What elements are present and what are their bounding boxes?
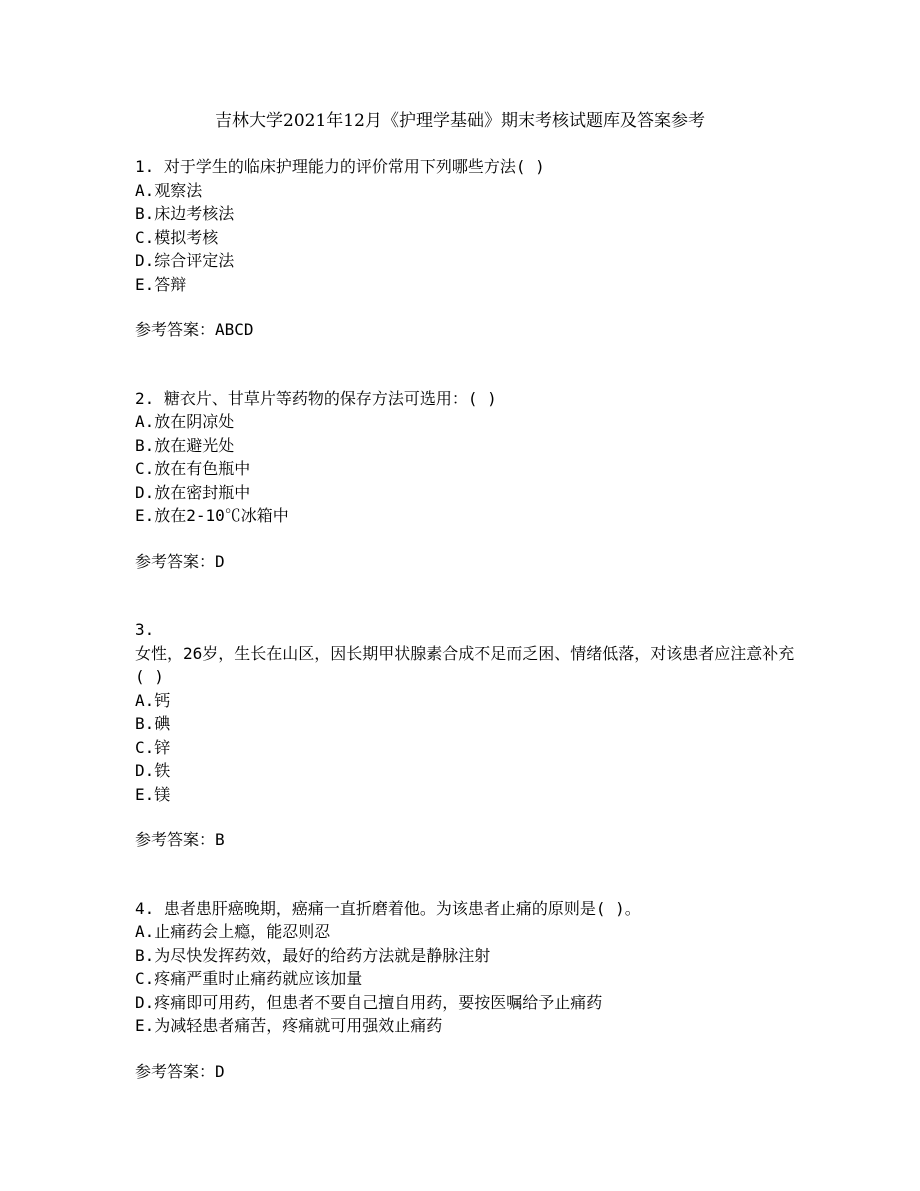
spacer <box>135 852 795 897</box>
option-a: A.观察法 <box>135 180 203 200</box>
option-e: E.答辩 <box>135 274 187 294</box>
option-d: D.综合评定法 <box>135 251 235 270</box>
option-b: B.床边考核法 <box>135 204 235 223</box>
spacer <box>135 573 795 618</box>
option-e: E.放在2-10℃冰箱中 <box>135 506 289 525</box>
document-title: 吉林大学2021年12月《护理学基础》期末考核试题库及答案参考 <box>215 111 705 131</box>
question-stem: 女性，26岁，生长在山区，因长期甲状腺素合成不足而乏困、情绪低落，对该患者应注意补充( ) <box>135 643 795 686</box>
question-1 <box>135 155 795 342</box>
option-b: B.放在避光处 <box>135 435 235 455</box>
option-a: A.钙 <box>135 690 171 710</box>
option-c: C.疼痛严重时止痛药就应该加量 <box>135 969 363 988</box>
option-d: D.疼痛即可用药，但患者不要自己擅自用药，要按医嘱给予止痛药 <box>135 992 603 1012</box>
option-c: C.放在有色瓶中 <box>135 459 251 478</box>
question-4 <box>135 897 795 1084</box>
question-2 <box>135 387 795 574</box>
option-e: E.为减轻患者痛苦，疼痛就可用强效止痛药 <box>135 1016 443 1035</box>
option-c: C.模拟考核 <box>135 227 219 247</box>
answer-reference: 参考答案：D <box>135 551 225 571</box>
option-a: A.止痛药会上瘾，能忍则忍 <box>135 922 331 941</box>
option-b: B.碘 <box>135 714 171 733</box>
option-d: D.放在密封瓶中 <box>135 482 251 502</box>
question-stem: 4. 患者患肝癌晚期，癌痛一直折磨着他。为该患者止痛的原则是( )。 <box>135 898 641 918</box>
option-b: B.为尽快发挥药效，最好的给药方法就是静脉注射 <box>135 945 491 965</box>
option-d: D.铁 <box>135 761 171 780</box>
option-a: A.放在阴凉处 <box>135 412 235 431</box>
answer-reference: 参考答案：B <box>135 830 225 849</box>
question-stem: 1. 对于学生的临床护理能力的评价常用下列哪些方法( ) <box>135 157 545 176</box>
question-stem: 2. 糖衣片、甘草片等药物的保存方法可选用：( ) <box>135 388 497 408</box>
question-list <box>135 155 795 1083</box>
answer-reference: 参考答案：D <box>135 1061 225 1081</box>
option-c: C.锌 <box>135 737 171 757</box>
question-3 <box>135 618 795 852</box>
answer-reference: 参考答案：ABCD <box>135 320 254 339</box>
question-number: 3. <box>135 620 155 639</box>
option-e: E.镁 <box>135 784 171 804</box>
spacer <box>135 342 795 387</box>
